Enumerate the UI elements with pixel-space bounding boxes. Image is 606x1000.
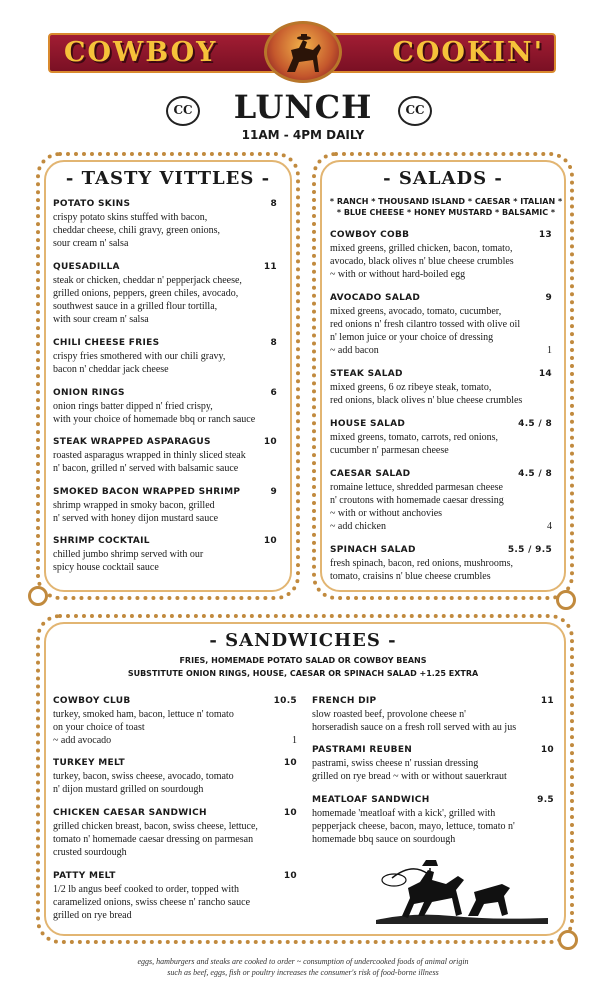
item-desc-line: with your choice of homemade bbq or ranch sauce xyxy=(53,414,256,425)
item-name: COWBOY CLUB xyxy=(53,696,131,706)
sandwiches-title: - SANDWICHES - xyxy=(209,630,397,651)
item-desc-line: spicy house cocktail sauce xyxy=(53,562,159,573)
item-name: CHICKEN CAESAR SANDWICH xyxy=(53,808,207,818)
item-desc-line: grilled chicken breast, bacon, swiss cheese, lettuce, xyxy=(53,821,258,832)
item-price: 11 xyxy=(263,262,277,272)
item-price: 8 xyxy=(270,338,277,348)
item-name: CHILI CHEESE FRIES xyxy=(53,338,160,348)
item-desc-line: avocado, black olives n' blue cheese crumbles xyxy=(330,256,514,267)
item-name: POTATO SKINS xyxy=(53,199,131,209)
item-name: STEAK WRAPPED ASPARAGUS xyxy=(53,437,211,447)
item-price: 10 xyxy=(283,871,297,881)
menu-item xyxy=(330,419,552,457)
item-desc-line: grilled onions, peppers, green chiles, avocado, xyxy=(53,288,239,299)
item-price: 10 xyxy=(283,808,297,818)
item-price: 8 xyxy=(270,199,277,209)
item-name: CAESAR SALAD xyxy=(330,469,411,479)
item-desc-line: grilled on rye bread xyxy=(53,910,132,921)
brand-word-right: COOKIN' xyxy=(392,37,544,68)
menu-item xyxy=(53,808,297,859)
item-desc-line: 1/2 lb angus beef cooked to order, topped with xyxy=(53,884,239,895)
item-name: QUESADILLA xyxy=(53,262,120,272)
page-title: LUNCH xyxy=(233,88,373,126)
menu-item xyxy=(53,536,277,574)
item-price: 4.5 / 8 xyxy=(518,469,552,479)
item-desc-line: cheddar cheese, chili gravy, green onions, xyxy=(53,225,221,236)
cowboy-logo-medallion xyxy=(264,21,342,83)
item-desc-line: onion rings batter dipped n' fried crispy, xyxy=(53,401,213,412)
menu-item xyxy=(53,871,297,922)
item-desc-line: tomato n' homemade caesar dressing on parmesan xyxy=(53,834,254,845)
item-name: PATTY MELT xyxy=(53,871,116,881)
item-desc-line: mixed greens, avocado, tomato, cucumber, xyxy=(330,306,502,317)
item-price: 14 xyxy=(538,369,552,379)
item-price: 13 xyxy=(538,230,552,240)
item-desc-line: mixed greens, 6 oz ribeye steak, tomato, xyxy=(330,382,492,393)
addon-label: ~ add avocado xyxy=(53,735,112,746)
item-price: 10 xyxy=(263,536,277,546)
item-desc-line: bacon n' cheddar jack cheese xyxy=(53,364,169,375)
cowboy-rider-silhouette-icon xyxy=(372,858,550,926)
item-name: HOUSE SALAD xyxy=(330,419,406,429)
addon-price: 4 xyxy=(547,521,552,532)
food-safety-footnote xyxy=(40,956,566,978)
item-desc-line: romaine lettuce, shredded parmesan cheese xyxy=(330,482,503,493)
rope-knot-icon xyxy=(28,586,48,606)
item-price: 11 xyxy=(540,696,554,706)
item-name: AVOCADO SALAD xyxy=(330,293,421,303)
item-desc-line: mixed greens, tomato, carrots, red onions, xyxy=(330,432,499,443)
sides-note: FRIES, HOMEMADE POTATO SALAD OR COWBOY BEANS xyxy=(179,656,427,665)
menu-item xyxy=(53,388,277,426)
vittles-title: - TASTY VITTLES - xyxy=(65,168,271,189)
menu-item xyxy=(53,437,277,475)
addon-label: ~ add bacon xyxy=(330,345,379,356)
cc-badge-left: CC xyxy=(166,96,200,126)
menu-item xyxy=(312,745,554,783)
item-desc-line: grilled on rye bread ~ with or without sauerkraut xyxy=(312,771,507,782)
dressing-line: * RANCH * THOUSAND ISLAND * CAESAR * ITALIAN * xyxy=(329,197,563,206)
horse-rider-icon xyxy=(283,32,325,76)
item-desc-line: southwest sauce in a grilled flour tortilla, xyxy=(53,301,218,312)
item-desc-line: ~ with or without hard-boiled egg xyxy=(330,269,466,280)
footnote-line: eggs, hamburgers and steaks are cooked to order ~ consumption of undercooked foods of animal origin xyxy=(137,957,469,966)
item-desc-line: crispy fries smothered with our chili gravy, xyxy=(53,351,226,362)
item-desc-line: crispy potato skins stuffed with bacon, xyxy=(53,212,208,223)
menu-item xyxy=(330,369,552,407)
addon-price: 1 xyxy=(292,735,297,746)
item-desc-line: n' served with honey dijon mustard sauce xyxy=(53,513,219,524)
item-desc-line: roasted asparagus wrapped in thinly sliced steak xyxy=(53,450,246,461)
item-desc-line: red onions n' fresh cilantro tossed with olive oil xyxy=(330,319,521,330)
menu-item xyxy=(53,758,297,796)
item-name: PASTRAMI REUBEN xyxy=(312,745,413,755)
item-name: SHRIMP COCKTAIL xyxy=(53,536,150,546)
hours-label: 11AM - 4PM DAILY xyxy=(241,128,365,142)
item-desc-line: crusted sourdough xyxy=(53,847,127,858)
menu-item xyxy=(330,293,552,357)
item-desc-line: homemade 'meatloaf with a kick', grilled with xyxy=(312,808,496,819)
item-desc-line: n' dijon mustard grilled on sourdough xyxy=(53,784,204,795)
menu-item xyxy=(330,469,552,533)
item-desc-line: horseradish sauce on a fresh roll served with au jus xyxy=(312,722,517,733)
item-name: SMOKED BACON WRAPPED SHRIMP xyxy=(53,487,241,497)
item-price: 10.5 xyxy=(273,696,297,706)
menu-item xyxy=(330,545,552,583)
item-desc-line: fresh spinach, bacon, red onions, mushrooms, xyxy=(330,558,514,569)
item-desc-line: shrimp wrapped in smoky bacon, grilled xyxy=(53,500,215,511)
item-desc-line: red onions, black olives n' blue cheese crumbles xyxy=(330,395,523,406)
dressing-options xyxy=(318,196,574,218)
item-desc-line: chilled jumbo shrimp served with our xyxy=(53,549,204,560)
dressing-line: * BLUE CHEESE * HONEY MUSTARD * BALSAMIC * xyxy=(336,208,556,217)
rope-knot-icon xyxy=(558,930,578,950)
item-price: 9 xyxy=(270,487,277,497)
item-name: FRENCH DIP xyxy=(312,696,377,706)
item-desc-line: sour cream n' salsa xyxy=(53,238,129,249)
item-desc-line: pepperjack cheese, bacon, mayo, lettuce, tomato n' xyxy=(312,821,515,832)
item-price: 10 xyxy=(540,745,554,755)
item-desc-line: on your choice of toast xyxy=(53,722,145,733)
item-price: 4.5 / 8 xyxy=(518,419,552,429)
item-desc-line: ~ with or without anchovies xyxy=(330,508,443,519)
menu-item xyxy=(53,338,277,376)
item-desc-line: n' croutons with homemade caesar dressing xyxy=(330,495,504,506)
item-desc-line: caramelized onions, swiss cheese n' rancho sauce xyxy=(53,897,251,908)
item-desc-line: turkey, smoked ham, bacon, lettuce n' tomato xyxy=(53,709,234,720)
item-name: TURKEY MELT xyxy=(53,758,125,768)
footnote-line: such as beef, eggs, fish or poultry increases the consumer's risk of food-borne illness xyxy=(167,968,439,977)
menu-item xyxy=(312,795,554,846)
item-desc-line: n' bacon, grilled n' served with balsamic sauce xyxy=(53,463,239,474)
item-price: 10 xyxy=(263,437,277,447)
item-name: ONION RINGS xyxy=(53,388,125,398)
menu-item xyxy=(53,487,277,525)
addon-label: ~ add chicken xyxy=(330,521,386,532)
substitute-note: SUBSTITUTE ONION RINGS, HOUSE, CAESAR OR SPINACH SALAD +1.25 EXTRA xyxy=(127,669,479,678)
salads-title: - SALADS - xyxy=(383,168,503,189)
item-name: MEATLOAF SANDWICH xyxy=(312,795,430,805)
item-desc-line: mixed greens, grilled chicken, bacon, tomato, xyxy=(330,243,513,254)
item-name: STEAK SALAD xyxy=(330,369,403,379)
item-name: COWBOY COBB xyxy=(330,230,410,240)
item-desc-line: steak or chicken, cheddar n' pepperjack cheese, xyxy=(53,275,242,286)
item-price: 9.5 xyxy=(537,795,554,805)
item-desc-line: with sour cream n' salsa xyxy=(53,314,149,325)
menu-item xyxy=(53,696,297,747)
item-name: SPINACH SALAD xyxy=(330,545,416,555)
item-desc-line: slow roasted beef, provolone cheese n' xyxy=(312,709,466,720)
addon-price: 1 xyxy=(547,345,552,356)
item-desc-line: tomato, craisins n' blue cheese crumbles xyxy=(330,571,491,582)
item-price: 6 xyxy=(270,388,277,398)
item-desc-line: pastrami, swiss cheese n' russian dressing xyxy=(312,758,479,769)
item-desc-line: cucumber n' parmesan cheese xyxy=(330,445,449,456)
menu-item xyxy=(312,696,554,734)
item-desc-line: turkey, bacon, swiss cheese, avocado, tomato xyxy=(53,771,234,782)
item-desc-line: homemade bbq sauce on sourdough xyxy=(312,834,456,845)
item-price: 9 xyxy=(545,293,552,303)
menu-item xyxy=(53,199,277,250)
menu-item xyxy=(330,230,552,281)
brand-word-left: COWBOY xyxy=(64,37,218,68)
item-price: 10 xyxy=(283,758,297,768)
item-desc-line: n' lemon juice or your choice of dressing xyxy=(330,332,494,343)
cc-badge-right: CC xyxy=(398,96,432,126)
item-price: 5.5 / 9.5 xyxy=(507,545,552,555)
rope-knot-icon xyxy=(556,590,576,610)
menu-item xyxy=(53,262,277,326)
